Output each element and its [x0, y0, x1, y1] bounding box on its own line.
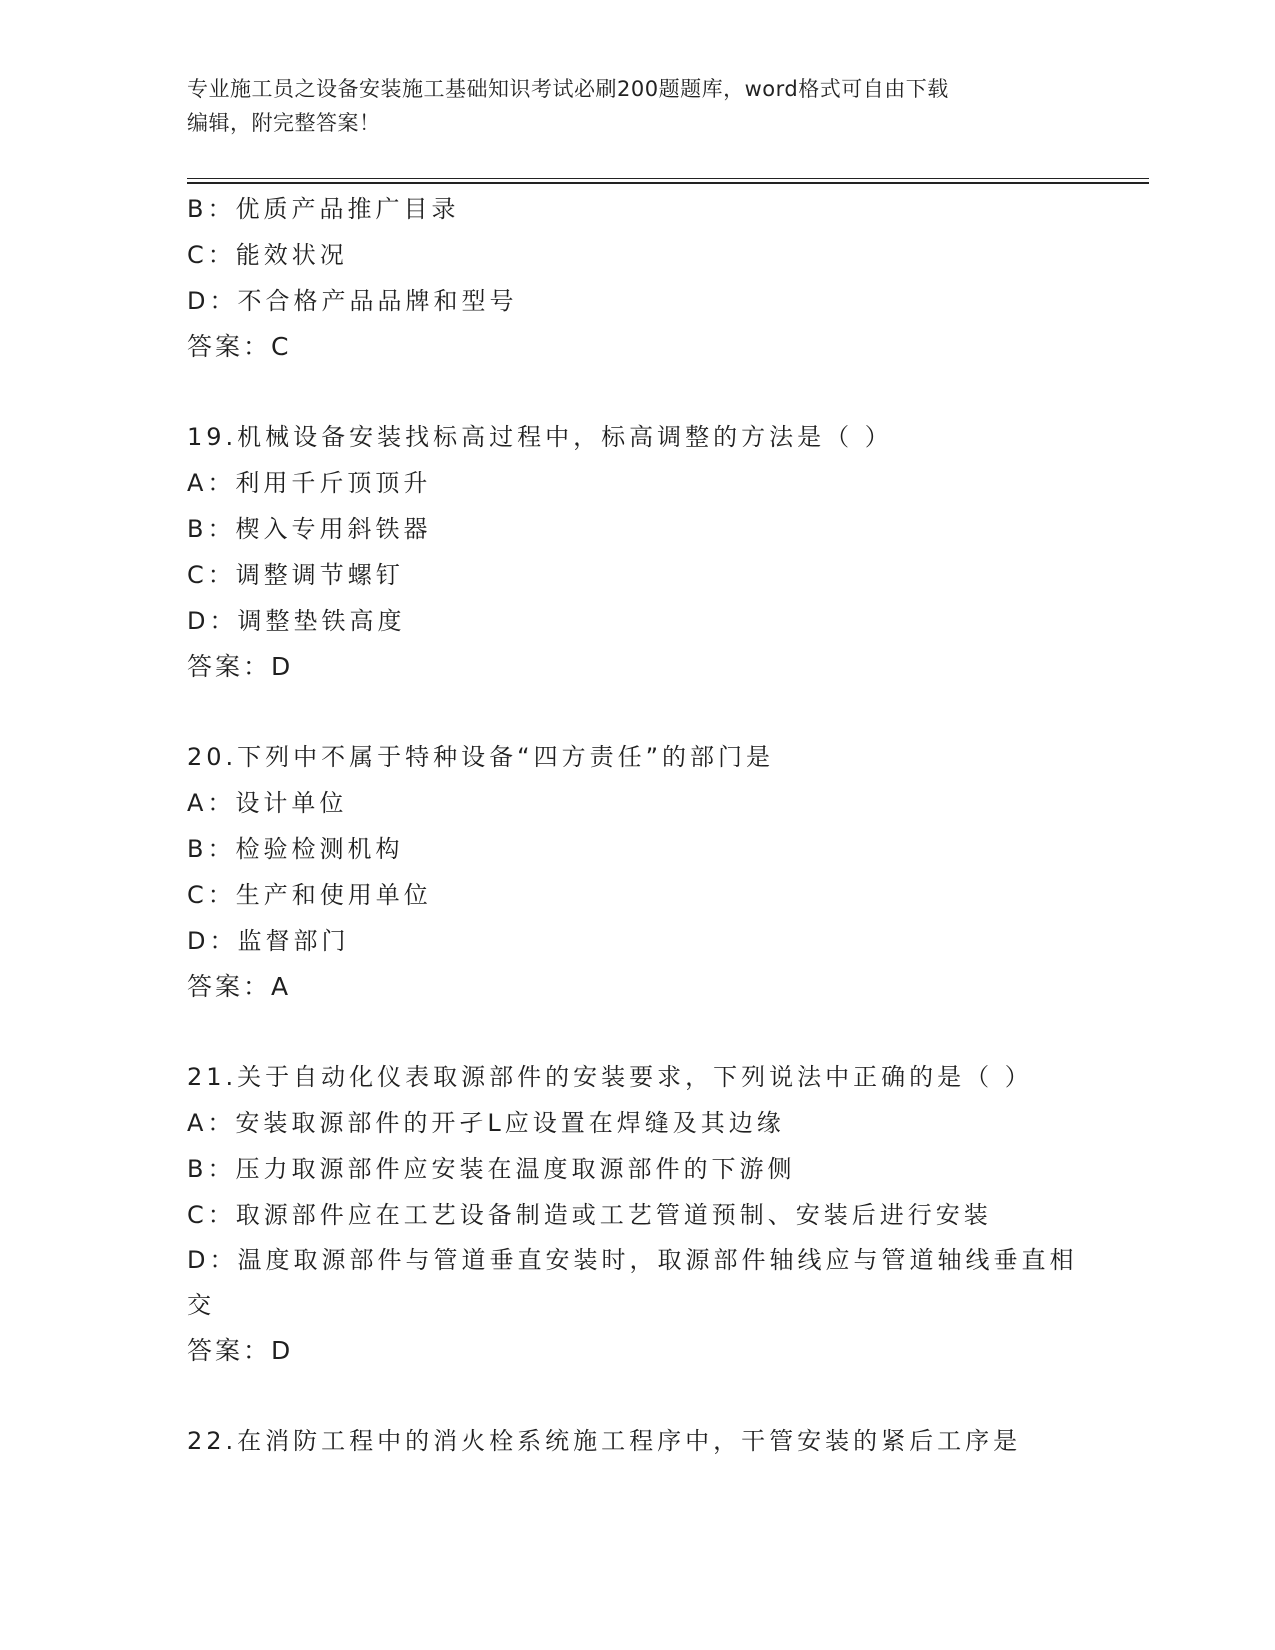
option-c: C：取源部件应在工艺设备制造或工艺管道预制、安装后进行安装: [187, 1201, 992, 1229]
document-header: [187, 72, 1087, 140]
option-a: A：利用千斤顶顶升: [187, 469, 432, 497]
question-stem: 20.下列中不属于特种设备“四方责任”的部门是: [187, 743, 775, 771]
answer-label: 答案：: [187, 332, 272, 361]
question-stem: 21.关于自动化仪表取源部件的安装要求，下列说法中正确的是（ ）: [187, 1063, 1033, 1091]
answer-value: A: [271, 972, 290, 1001]
question-18-tail: [187, 186, 1087, 370]
option-d: D：温度取源部件与管道垂直安装时，取源部件轴线应与管道轴线垂直相交: [187, 1246, 1078, 1319]
header-divider-thick: [187, 182, 1149, 184]
answer-value: C: [271, 332, 290, 361]
question-stem: 19.机械设备安装找标高过程中，标高调整的方法是（ ）: [187, 423, 893, 451]
question-19: [187, 414, 1087, 690]
option-b: B：优质产品推广目录: [187, 195, 460, 223]
option-a: A：设计单位: [187, 789, 348, 817]
option-c: C：调整调节螺钉: [187, 561, 404, 589]
answer-line: [187, 1328, 1087, 1374]
answer-label: 答案：: [187, 652, 272, 681]
answer-label: 答案：: [187, 972, 272, 1001]
question-21: [187, 1054, 1087, 1374]
answer-line: [187, 644, 1087, 690]
question-list: [187, 186, 1087, 1464]
question-stem: 22.在消防工程中的消火栓系统施工程序中，干管安装的紧后工序是: [187, 1427, 1022, 1455]
header-divider-thin: [187, 178, 1149, 179]
header-line-1: 专业施工员之设备安装施工基础知识考试必刷200题题库，word格式可自由下载: [187, 77, 949, 101]
option-b: B：楔入专用斜铁器: [187, 515, 432, 543]
option-c: C：生产和使用单位: [187, 881, 432, 909]
question-22: [187, 1418, 1087, 1464]
option-d: D：监督部门: [187, 927, 350, 955]
option-d: D：不合格产品品牌和型号: [187, 287, 518, 315]
header-line-2: 编辑，附完整答案！: [187, 111, 381, 135]
question-20: [187, 734, 1087, 1010]
option-a: A：安装取源部件的开孑L应设置在焊缝及其边缘: [187, 1109, 785, 1137]
option-c: C：能效状况: [187, 241, 348, 269]
answer-label: 答案：: [187, 1336, 272, 1365]
answer-line: [187, 324, 1087, 370]
answer-value: D: [271, 652, 292, 681]
answer-line: [187, 964, 1087, 1010]
option-b: B：检验检测机构: [187, 835, 404, 863]
option-d: D：调整垫铁高度: [187, 607, 406, 635]
answer-value: D: [271, 1336, 292, 1365]
option-b: B：压力取源部件应安装在温度取源部件的下游侧: [187, 1155, 796, 1183]
